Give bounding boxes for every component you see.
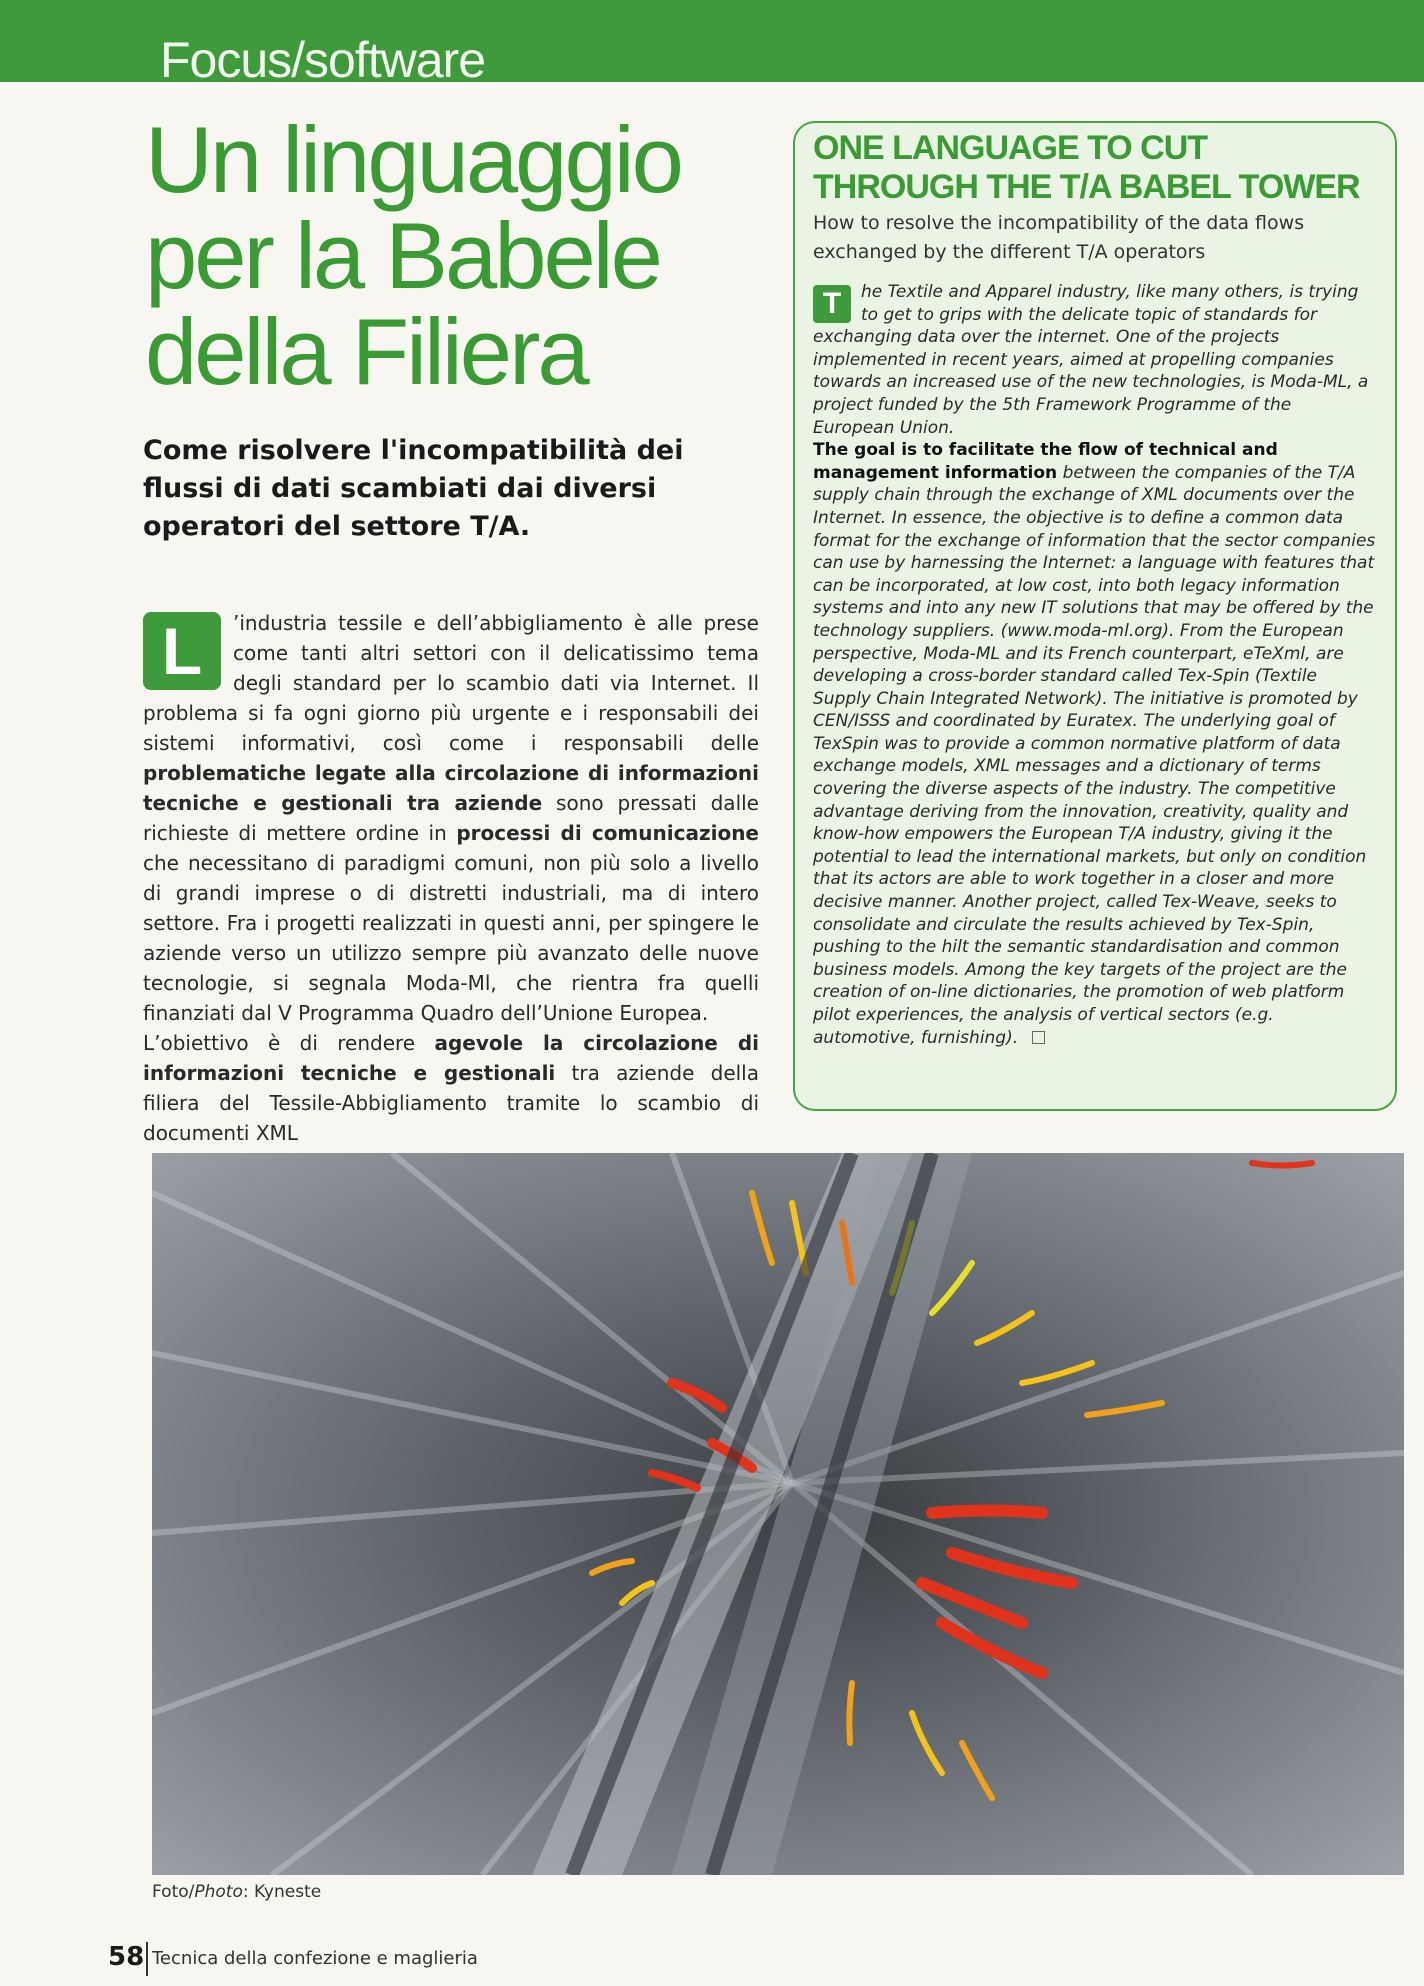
article-dropcap: L bbox=[143, 612, 221, 690]
article-title-line-2: per la Babele bbox=[145, 203, 660, 308]
sidebar-paragraph-1: he Textile and Apparel industry, like many others, is trying to get to grips with the delicate topic of standards for exchanging data over the internet. One of the projects implemented in recent years, aimed at propelling companies towards an increased use of the new technologies, is Moda-ML, a project funded by the 5th Framework Programme of the European Union. bbox=[813, 282, 1369, 438]
english-summary-box bbox=[793, 121, 1397, 1111]
body-text-run: sono pressati dalle richieste di mettere ordine in bbox=[143, 791, 759, 845]
body-text-run: che necessitano di paradigmi comuni, non più solo a livello di grandi imprese o di distretti industriali, ma di intero settore. Fra i progetti realizzati in questi anni, per spingere le aziende verso un utilizzo sempre più avanzato delle nuove tecnologie, si segnala Moda-Ml, che rientra fra quelli finanziati dal V Programma Quadro dell’Unione Europea. bbox=[143, 851, 759, 1025]
body-bold-run: agevole la circolazione di informazioni tecniche e gestionali bbox=[143, 1031, 759, 1085]
body-bold-run: processi di comunicazione bbox=[456, 821, 759, 845]
section-label: Focus/software bbox=[160, 32, 486, 88]
body-bold-run: problematiche legate alla circolazione di informazioni tecniche e gestionali tra aziende bbox=[143, 761, 759, 815]
article-title bbox=[145, 107, 765, 404]
article-title-line-3: della Filiera bbox=[145, 299, 587, 404]
sidebar-bold-run: The goal is to facilitate the flow of technical and management information bbox=[813, 440, 1278, 483]
body-text-run: L’obiettivo è di rendere bbox=[143, 1031, 435, 1055]
sidebar-body bbox=[813, 281, 1377, 1049]
cable-motion-blur-image bbox=[152, 1153, 1404, 1875]
sidebar-paragraph-2: between the companies of the T/A supply chain through the exchange of XML documents over the Internet. In essence, the objective is to define a common data format for the exchange of information that the sector companies can use by harnessing the Internet: a language with features that can be incorporated, at low cost, into both legacy information systems and into any new IT solutions that may be offered by the technology suppliers. (www.moda-ml.org). From the European perspective, Moda-ML and its French counterpart, eTeXml, are developing a cross-border standard called Tex-Spin (Textile Supply Chain Integrated Network). The initiative is promoted by CEN/ISSS and coordinated by Euratex. The underlying goal of TexSpin was to provide a common normative platform of data exchange models, XML messages and a dictionary of terms covering the diverse aspects of the industry. The competitive advantage deriving from the innovation, creativity, quality and know-how empowers the European T/A industry, giving it the potential to lead the international markets, but only on condition that its actors are able to work together in a closer and more decisive manner. Another project, called Tex-Weave, seeks to consolidate and circulate the results achieved by Tex-Spin, pushing to the hilt the semantic standardisation and common business models. Among the key targets of the project are the creation of on-line dictionaries, the promotion of web platform pilot experiences, the analysis of vertical sectors (e.g. automotive, furnishing). bbox=[813, 462, 1376, 1048]
footer-divider bbox=[146, 1942, 148, 1976]
sidebar-dropcap: T bbox=[813, 285, 851, 323]
article-photo bbox=[152, 1153, 1404, 1875]
sidebar-title: ONE LANGUAGE TO CUT THROUGH THE T/A BABEL TOWER bbox=[813, 129, 1360, 206]
article-title-line-1: Un linguaggio bbox=[145, 107, 681, 212]
body-text-run: ’industria tessile e dell’abbigliamento è alle prese come tanti altri settori con il delicatissimo tema degli standard per lo scambio dati via Internet. Il problema si fa ogni giorno più urgente e i responsabili dei sistemi informativi, così come i responsabili delle bbox=[143, 611, 759, 755]
article-body bbox=[143, 608, 759, 1148]
sidebar-subtitle: How to resolve the incompatibility of the data flows exchanged by the different T/A operators bbox=[813, 212, 1305, 263]
photo-caption bbox=[152, 1880, 321, 1904]
magazine-title: Tecnica della confezione e maglieria bbox=[152, 1948, 478, 1969]
article-paragraph-2 bbox=[143, 1028, 759, 1148]
caption-prefix: Foto/ bbox=[152, 1882, 195, 1902]
article-subtitle: Come risolvere l'incompatibilità dei flussi di dati scambiati dai diversi operatori del settore T/A. bbox=[143, 435, 684, 542]
article-paragraph-1 bbox=[143, 608, 759, 1028]
caption-credit: : Kyneste bbox=[242, 1882, 322, 1902]
page-number: 58 bbox=[108, 1942, 145, 1972]
caption-italic: Photo bbox=[194, 1882, 243, 1902]
end-of-article-mark bbox=[1032, 1031, 1045, 1044]
body-text-run: tra aziende della filiera del Tessile-Abbigliamento tramite lo scambio di documenti XML bbox=[143, 1061, 759, 1145]
